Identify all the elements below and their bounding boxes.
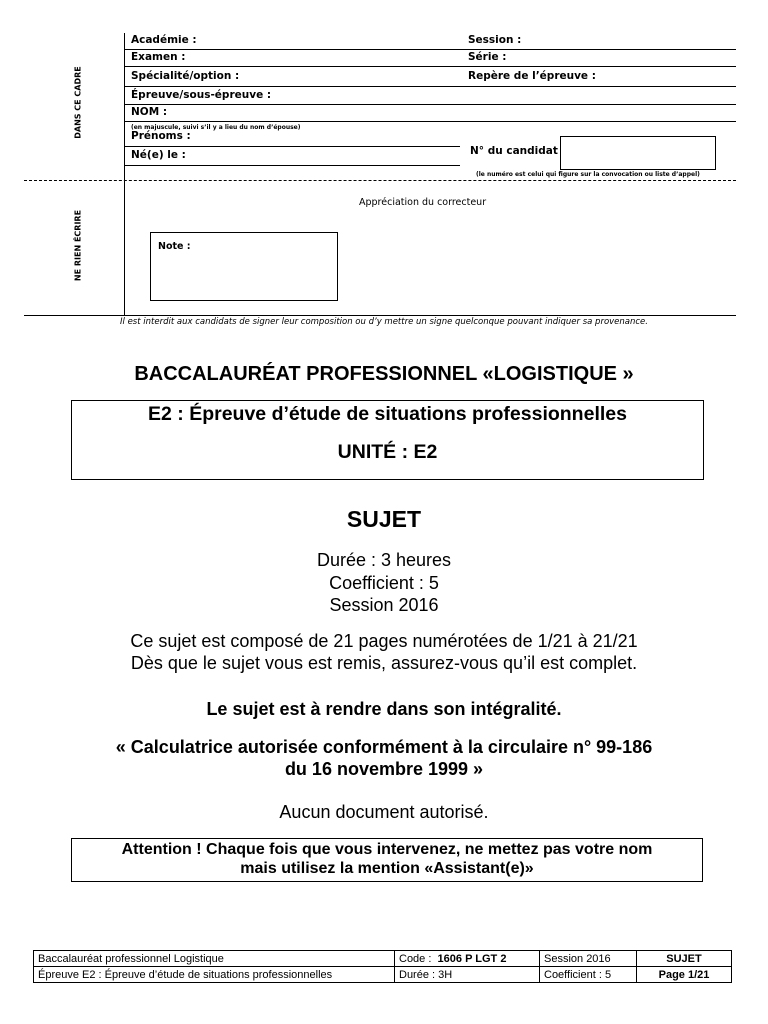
compose-line-1: Ce sujet est composé de 21 pages numérotées de 1/21 à 21/21 (130, 631, 638, 651)
header-left-border (124, 33, 125, 315)
aucun-document-text: Aucun document autorisé. (279, 802, 489, 822)
interdit-notice: Il est interdit aux candidats de signer leur composition ou d’y mettre un signe quelconque pouvant indiquer sa provenance. (120, 317, 648, 327)
prenoms-label: Prénoms : (131, 130, 191, 142)
header-rule-7 (124, 165, 460, 166)
num-candidat-note: (le numéro est celui qui figure sur la convocation ou liste d’appel) (476, 171, 700, 178)
academie-label: Académie : (131, 34, 197, 46)
footer-epreuve-name: Épreuve E2 : Épreuve d’étude de situations professionnelles (34, 967, 395, 983)
header-rule-6 (124, 146, 460, 147)
epreuve-title: E2 : Épreuve d’étude de situations professionnelles (148, 403, 627, 425)
header-rule-4 (124, 104, 736, 105)
num-candidat-label: N° du candidat (470, 145, 558, 157)
duree-text: Durée : 3 heures (316, 550, 452, 570)
session-label: Session : (468, 34, 522, 46)
header-rule-1 (124, 49, 736, 50)
unite-title: UNITÉ : E2 (337, 441, 438, 463)
note-box[interactable] (150, 232, 338, 301)
attention-box (71, 838, 703, 882)
compose-line-2: Dès que le sujet vous est remis, assurez-vous qu’il est complet. (130, 653, 638, 673)
ne-rien-ecrire-label: NE RIEN ÉCRIRE (73, 209, 83, 282)
footer-sujet: SUJET (637, 951, 732, 967)
rendre-notice: Le sujet est à rendre dans son intégralité. (206, 699, 562, 719)
page-title: BACCALAURÉAT PROFESSIONNEL «LOGISTIQUE » (134, 363, 634, 385)
note-label: Note : (158, 241, 191, 252)
footer-exam-name: Baccalauréat professionnel Logistique (34, 951, 395, 967)
footer-duree: Durée : 3H (395, 967, 540, 983)
footer-session: Session 2016 (540, 951, 637, 967)
nom-note: (en majuscule, suivi s’il y a lieu du nom d’épouse) (131, 124, 301, 131)
footer-code-label: Code : (399, 952, 432, 965)
ne-le-label: Né(e) le : (131, 149, 186, 161)
sujet-heading: SUJET (346, 506, 422, 532)
nom-label: NOM : (131, 106, 168, 118)
coefficient-text: Coefficient : 5 (329, 573, 439, 593)
footer-code-cell (395, 951, 540, 967)
header-rule-5 (124, 121, 736, 122)
session-text: Session 2016 (329, 595, 439, 615)
epreuve-sous-label: Épreuve/sous-épreuve : (131, 89, 272, 101)
header-dashed-separator (24, 180, 736, 181)
appreciation-label: Appréciation du correcteur (359, 197, 487, 208)
calculatrice-line-2: du 16 novembre 1999 » (284, 759, 484, 779)
num-candidat-box[interactable] (560, 136, 716, 170)
header-rule-2 (124, 66, 736, 67)
specialite-label: Spécialité/option : (131, 70, 240, 82)
footer-page-number: Page 1/21 (637, 967, 732, 983)
attention-line-1: Attention ! Chaque fois que vous intervenez, ne mettez pas votre nom (121, 841, 653, 858)
epreuve-box (71, 400, 704, 480)
calculatrice-line-1: « Calculatrice autorisée conformément à la circulaire n° 99-186 (115, 737, 653, 757)
examen-label: Examen : (131, 51, 186, 63)
footer-code-value: 1606 P LGT 2 (437, 952, 507, 965)
footer-row-1 (34, 951, 732, 967)
header-rule-bottom (24, 315, 736, 316)
repere-label: Repère de l’épreuve : (468, 70, 596, 82)
footer-coefficient: Coefficient : 5 (540, 967, 637, 983)
dans-ce-cadre-label: DANS CE CADRE (73, 66, 83, 139)
footer-table (33, 950, 732, 983)
footer-row-2 (34, 967, 732, 983)
serie-label: Série : (468, 51, 507, 63)
attention-line-2: mais utilisez la mention «Assistant(e)» (240, 860, 534, 877)
header-rule-3 (124, 86, 736, 87)
